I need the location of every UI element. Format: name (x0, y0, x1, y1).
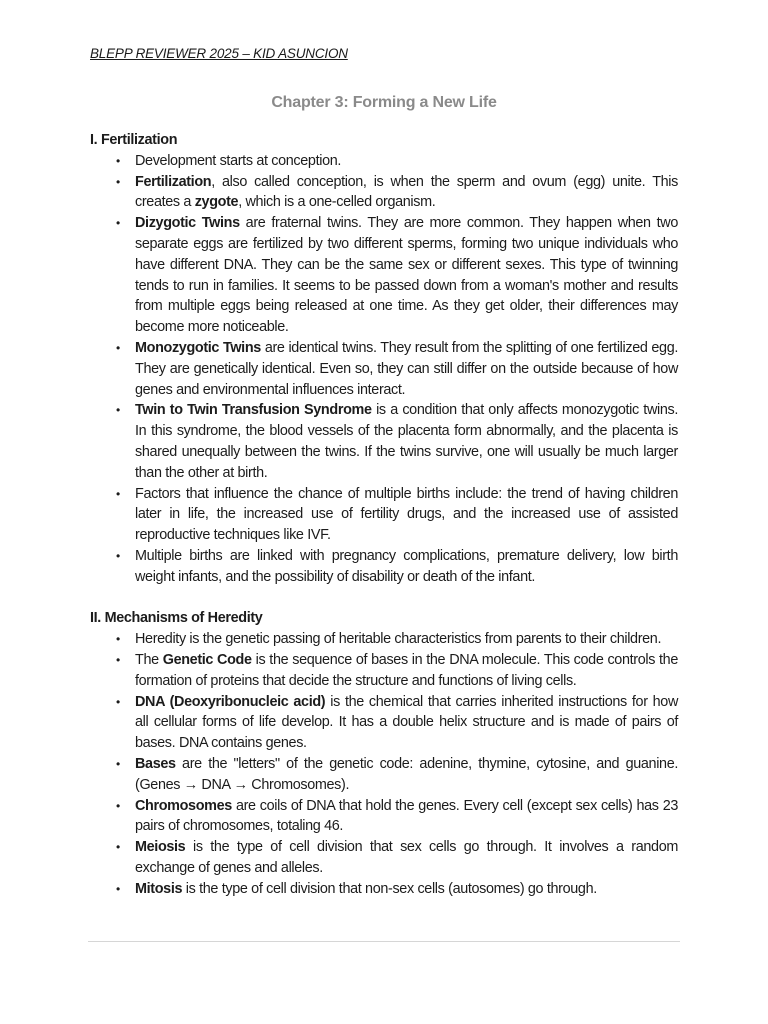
list-item: • Chromosomes are coils of DNA that hold the genes. Every cell (except sex cells) has 23 pairs of chromosomes, totaling 46. (116, 797, 678, 835)
document-body (90, 130, 678, 899)
running-header: BLEPP REVIEWER 2025 – KID ASUNCION (90, 46, 348, 61)
list-item: • Fertilization, also called conception, is when the sperm and ovum (egg) unite. This creates a zygote, which is a one-celled organism. (116, 173, 678, 211)
list-item: • Factors that influence the chance of multiple births include: the trend of having children later in life, the increased use of fertility drugs, and the increased use of assisted reproductive techniques like IVF. (116, 485, 678, 544)
footer-divider (88, 941, 680, 942)
bullet-icon: • (116, 632, 120, 647)
bullet-icon: • (116, 756, 120, 771)
bullet-icon: • (116, 174, 120, 189)
bullet-icon: • (116, 486, 120, 501)
chapter-title: Chapter 3: Forming a New Life (271, 94, 497, 111)
bullet-list (90, 151, 678, 588)
section-spacer (90, 588, 678, 609)
list-item: • Development starts at conception. (90, 151, 678, 172)
bullet-icon: • (116, 840, 120, 855)
list-item: • Dizygotic Twins are fraternal twins. They are more common. They happen when two separate eggs are fertilized by two different sperms, forming two unique individuals who have different DNA. They can be the same sex or different sexes. This type of twinning tends to run in families. It seems to be passed down from a woman's mother and results from multiple eggs being released at one time. As they get older, their differences may become more noticeable. (116, 215, 678, 336)
bullet-icon: • (116, 881, 120, 896)
bullet-icon: • (116, 652, 120, 667)
list-item: • Bases are the "letters" of the genetic code: adenine, thymine, cytosine, and guanine. (Genes → DNA → Chromosomes). (116, 755, 678, 793)
list-item: • Meiosis is the type of cell division that sex cells go through. It involves a random exchange of genes and alleles. (116, 839, 678, 876)
bullet-icon: • (116, 694, 120, 709)
bullet-list (90, 629, 678, 899)
bullet-icon: • (116, 548, 120, 563)
list-item: • Mitosis is the type of cell division that non-sex cells (autosomes) go through. (90, 879, 678, 900)
bullet-icon: • (116, 340, 120, 355)
list-item: • Monozygotic Twins are identical twins. They result from the splitting of one fertilized egg. They are genetically identical. Even so, they can still differ on the outside because of how genes and environmental influences interact. (116, 339, 679, 398)
section-heading: II. Mechanisms of Heredity (90, 610, 263, 627)
list-item: • The Genetic Code is the sequence of bases in the DNA molecule. This code controls the formation of proteins that decide the structure and functions of living cells. (116, 651, 678, 689)
section-fertilization (90, 130, 678, 588)
bullet-icon: • (116, 798, 120, 813)
list-item: • DNA (Deoxyribonucleic acid) is the chemical that carries inherited instructions for how all cellular forms of life develop. It has a double helix structure and is made of pairs of bases. DNA contains genes. (116, 693, 678, 752)
bullet-icon: • (116, 216, 120, 231)
list-item: • Twin to Twin Transfusion Syndrome is a condition that only affects monozygotic twins. In this syndrome, the blood vessels of the placenta form abnormally, and the placenta is shared unequally between the twins. If the twins survive, one will usually be much larger than the other at birth. (116, 402, 678, 481)
section-heading: I. Fertilization (90, 132, 178, 148)
list-item: • Heredity is the genetic passing of heritable characteristics from parents to their children. (90, 629, 678, 650)
list-item: • Multiple births are linked with pregnancy complications, premature delivery, low birth weight infants, and the possibility of disability or death of the infant. (116, 547, 678, 585)
bullet-icon: • (116, 403, 120, 418)
section-mechanisms-of-heredity (90, 608, 678, 899)
bullet-icon: • (116, 153, 120, 168)
